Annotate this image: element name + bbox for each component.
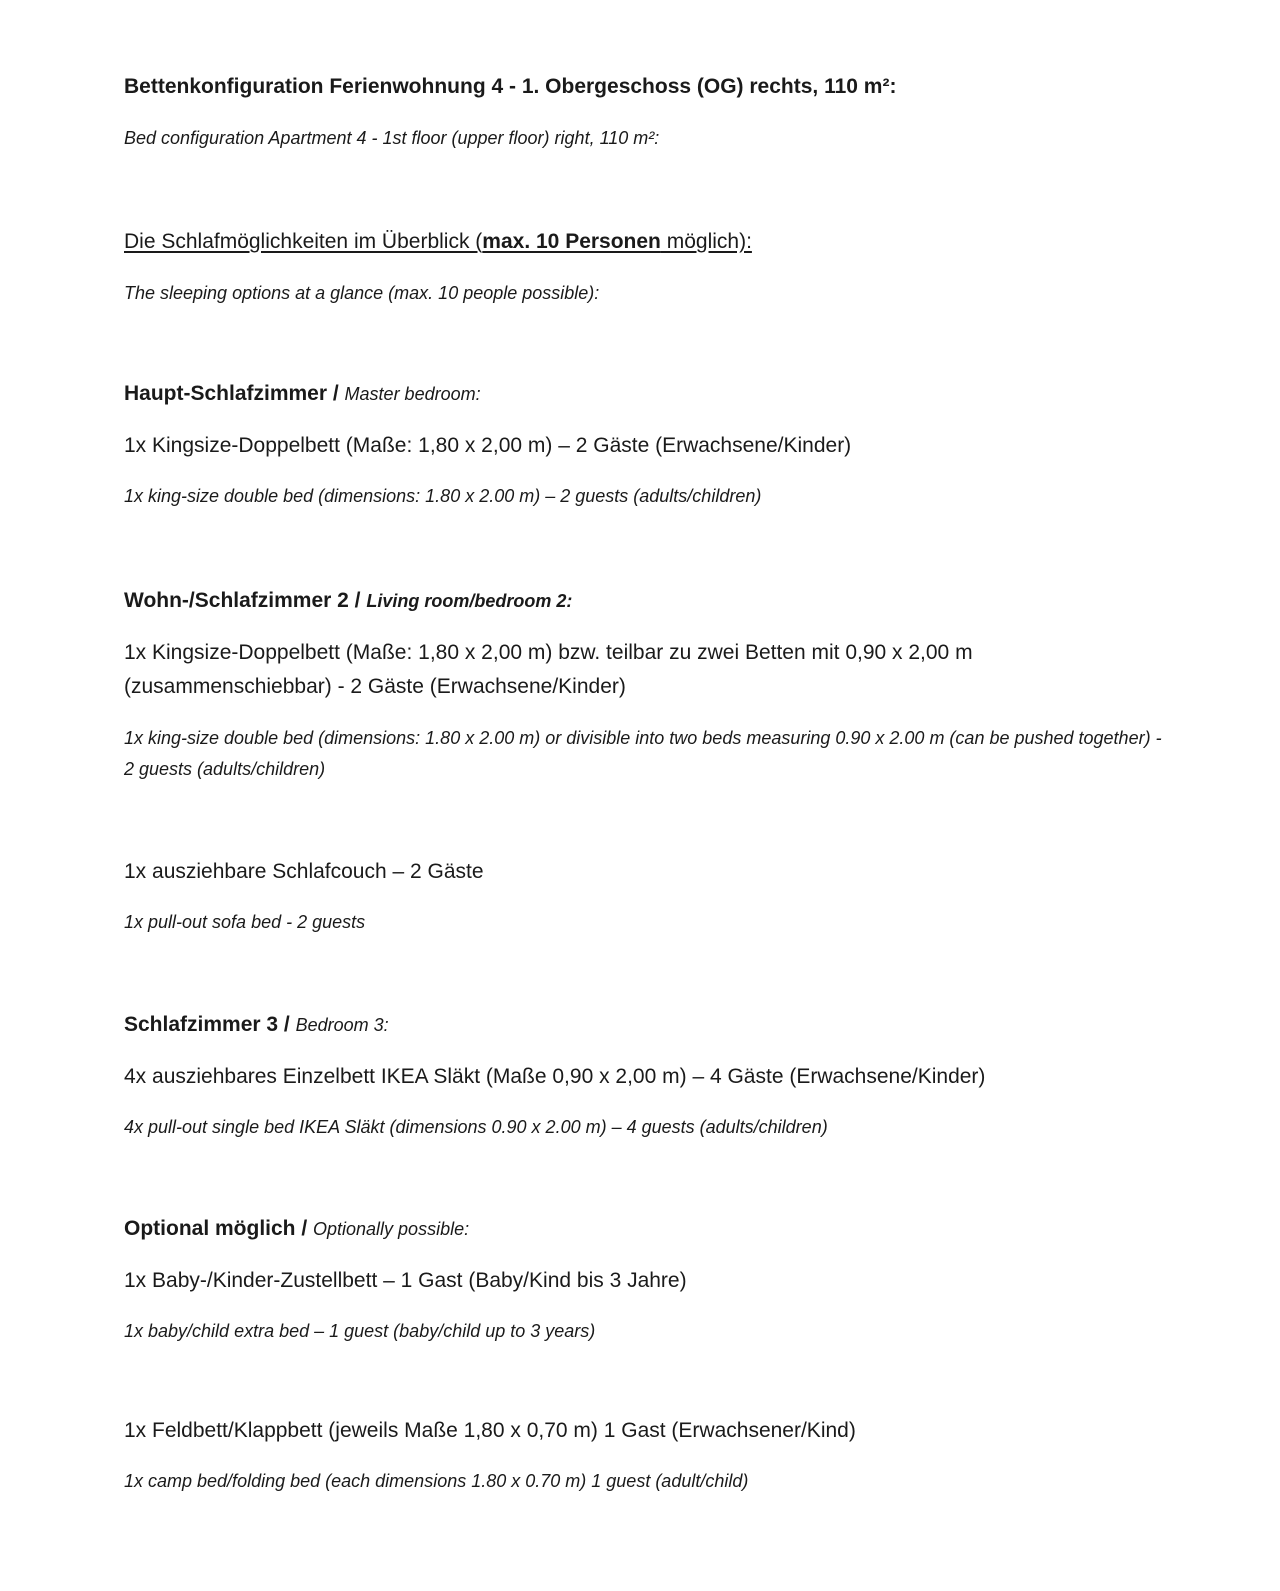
master-item-de: 1x Kingsize-Doppelbett (Maße: 1,80 x 2,00 m) – 2 Gäste (Erwachsene/Kinder) [124, 434, 852, 457]
optional-item-de: 1x Baby-/Kinder-Zustellbett – 1 Gast (Baby/Kind bis 3 Jahre) [124, 1269, 687, 1292]
optional-item-en: 1x baby/child extra bed – 1 guest (baby/child up to 3 years) [124, 1321, 596, 1341]
bedroom-3-item-english [124, 1118, 828, 1136]
master-bed-item-english [124, 487, 761, 505]
overview-de-bold: max. 10 Personen [482, 230, 661, 253]
title-de: Bettenkonfiguration Ferienwohnung 4 - 1. Obergeschoss (OG) rechts, 110 m²: [124, 75, 897, 98]
document-title-english [124, 129, 659, 147]
living-heading-de: Wohn-/Schlafzimmer 2 / [124, 589, 367, 612]
overview-heading [124, 231, 752, 252]
overview-de-suffix: möglich): [660, 230, 752, 253]
bedroom-3-heading [124, 1014, 389, 1035]
living-bed-item [124, 636, 1164, 704]
overview-de-prefix: Die Schlafmöglichkeiten im Überblick ( [124, 230, 483, 253]
bedroom3-item-en: 4x pull-out single bed IKEA Släkt (dimensions 0.90 x 2.00 m) – 4 guests (adults/children) [124, 1117, 828, 1137]
bedroom3-heading-de: Schlafzimmer 3 / [124, 1013, 296, 1036]
optional-heading [124, 1218, 469, 1239]
document-title [124, 76, 896, 97]
optional-item2-de: 1x Feldbett/Klappbett (jeweils Maße 1,80 x 0,70 m) 1 Gast (Erwachsener/Kind) [124, 1419, 856, 1442]
master-bed-item [124, 435, 851, 456]
optional-crib-item-english [124, 1322, 595, 1340]
overview-english [124, 284, 599, 302]
bedroom-3-item [124, 1066, 985, 1087]
living-bedroom-heading [124, 590, 572, 611]
living-item-en: 1x king-size double bed (dimensions: 1.80 x 2.00 m) or divisible into two beds measuring 0.90 x 2.00 m (can be pushed together) - 2 guests (adults/children) [124, 728, 1162, 779]
optional-camp-bed-item [124, 1420, 856, 1441]
master-bedroom-heading [124, 383, 481, 404]
living-item2-en: 1x pull-out sofa bed - 2 guests [124, 912, 366, 932]
bedroom3-item-de: 4x ausziehbares Einzelbett IKEA Släkt (Maße 0,90 x 2,00 m) – 4 Gäste (Erwachsene/Kinder) [124, 1065, 986, 1088]
optional-heading-de: Optional möglich / [124, 1217, 313, 1240]
living-item2-de: 1x ausziehbare Schlafcouch – 2 Gäste [124, 860, 484, 883]
master-item-en: 1x king-size double bed (dimensions: 1.80 x 2.00 m) – 2 guests (adults/children) [124, 486, 762, 506]
optional-item2-en: 1x camp bed/folding bed (each dimensions 1.80 x 0.70 m) 1 guest (adult/child) [124, 1471, 749, 1491]
sofa-bed-item [124, 861, 484, 882]
title-en: Bed configuration Apartment 4 - 1st floor (upper floor) right, 110 m²: [124, 128, 660, 148]
master-heading-en: Master bedroom: [344, 384, 481, 404]
optional-camp-bed-item-english [124, 1472, 748, 1490]
living-item-de: 1x Kingsize-Doppelbett (Maße: 1,80 x 2,00 m) bzw. teilbar zu zwei Betten mit 0,90 x 2,00 m (zusammenschiebbar) - 2 Gäste (Erwachsene/Kinder) [124, 641, 973, 698]
master-heading-de: Haupt-Schlafzimmer / [124, 382, 345, 405]
optional-crib-item [124, 1270, 687, 1291]
overview-en: The sleeping options at a glance (max. 10 people possible): [124, 283, 600, 303]
optional-heading-en: Optionally possible: [313, 1219, 470, 1239]
living-bed-item-english [124, 723, 1164, 785]
bedroom3-heading-en: Bedroom 3: [295, 1015, 389, 1035]
living-heading-en: Living room/bedroom 2: [366, 591, 573, 611]
sofa-bed-item-english [124, 913, 365, 931]
